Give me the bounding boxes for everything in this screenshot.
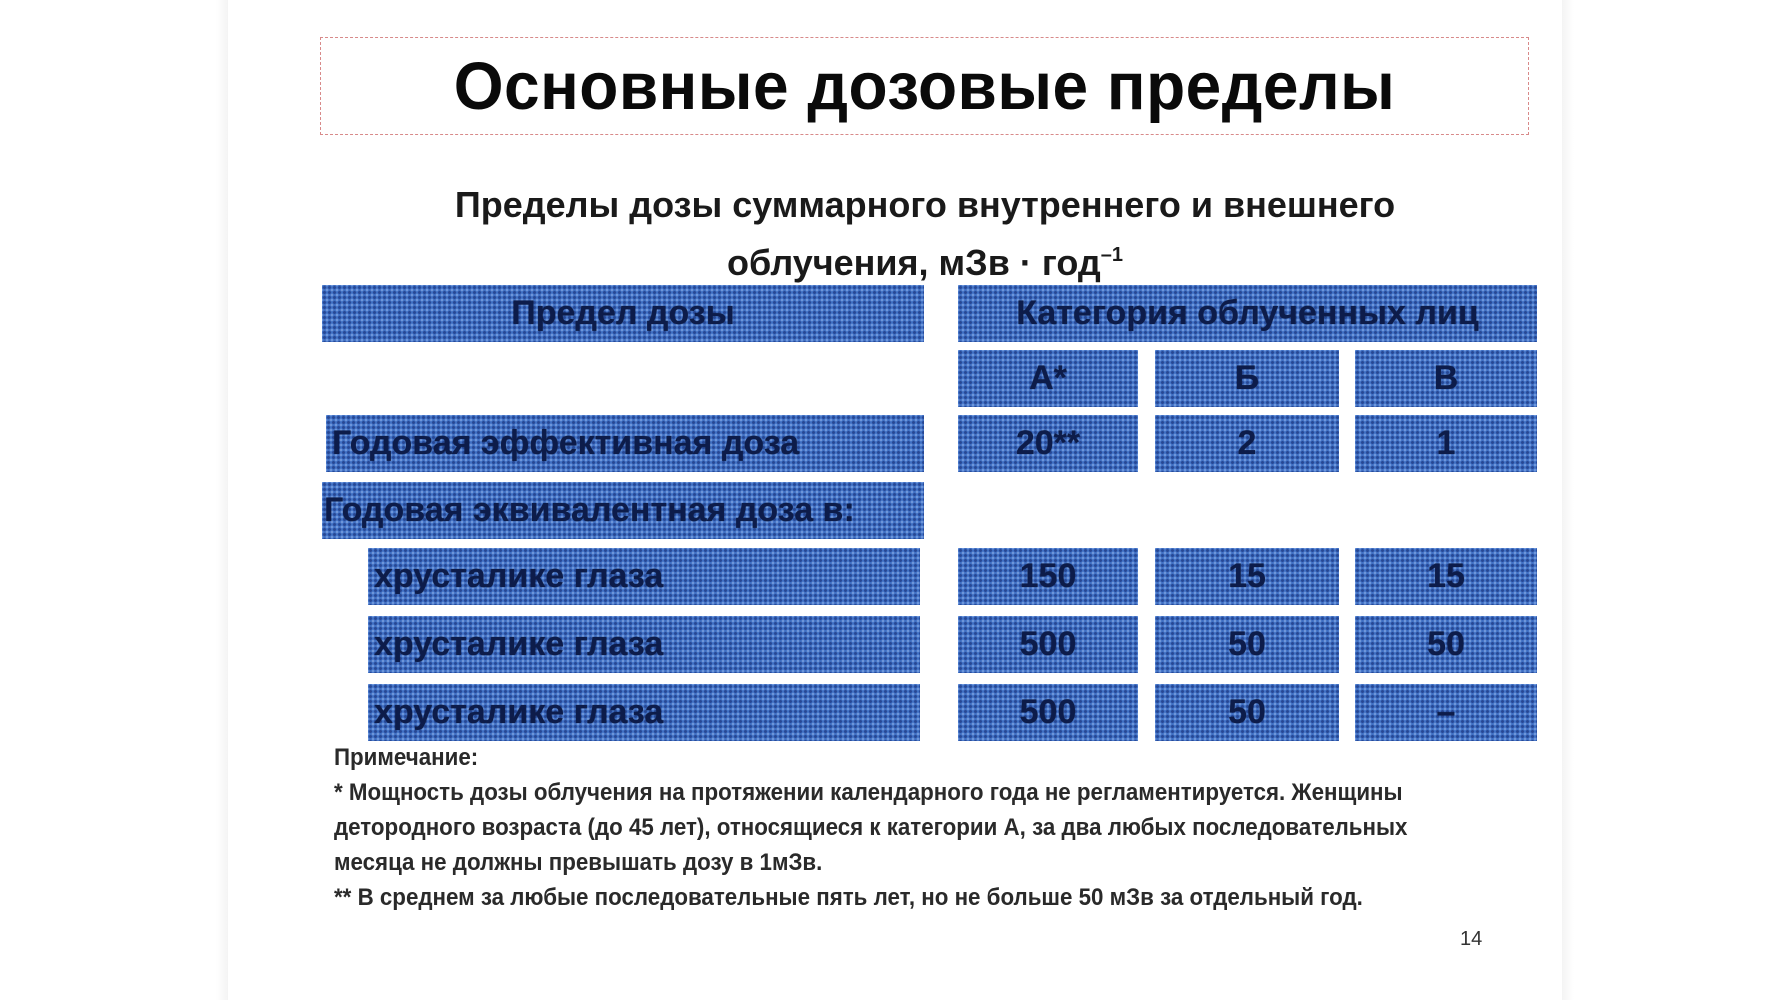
row-4-value-v: 50	[1355, 616, 1537, 673]
caption-superscript: –1	[1100, 244, 1123, 266]
row-3-value-v: 15	[1355, 548, 1537, 605]
category-a: А*	[958, 350, 1138, 407]
footnote-1: * Мощность дозы облучения на протяжении календарного года не регламентируется. Женщины детородного возраста (до 45 лет), относящиеся к категории А, за два любых последовательных месяца не должны превышать дозу в 1мЗв.	[334, 779, 1408, 876]
row-1-value-a: 20**	[958, 415, 1138, 472]
row-1-value-v: 1	[1355, 415, 1537, 472]
row-label-annual-effective: Годовая эффективная доза	[326, 415, 924, 472]
row-4-value-b: 50	[1155, 616, 1339, 673]
caption-line-2	[360, 230, 1490, 288]
row-3-value-a: 150	[958, 548, 1138, 605]
caption-line-1: Пределы дозы суммарного внутреннего и внешнего	[454, 184, 1396, 225]
row-4-value-a: 500	[958, 616, 1138, 673]
header-category: Категория облученных лиц	[958, 285, 1537, 342]
row-5-value-b: 50	[1155, 684, 1339, 741]
row-label-5: хрусталике глаза	[368, 684, 920, 741]
footnote-2: ** В среднем за любые последовательные пять лет, но не больше 50 мЗв за отдельный год.	[334, 884, 1363, 911]
footnotes	[334, 740, 1450, 915]
title-placeholder	[320, 37, 1529, 135]
row-label-4: хрусталике глаза	[368, 616, 920, 673]
row-3-value-b: 15	[1155, 548, 1339, 605]
category-v: В	[1355, 350, 1537, 407]
page-number: 14	[1460, 928, 1483, 950]
caption-line-2-text: облучения, мЗв · год	[727, 242, 1101, 283]
row-5-value-v: –	[1355, 684, 1537, 741]
category-b: Б	[1155, 350, 1339, 407]
row-label-annual-equivalent: Годовая эквивалентная доза в:	[322, 482, 924, 539]
slide-shadow-left	[216, 0, 228, 1000]
table-caption	[360, 180, 1490, 288]
notes-heading: Примечание:	[334, 744, 479, 771]
page-title: Основные дозовые пределы	[453, 48, 1396, 124]
slide-shadow-right	[1562, 0, 1574, 1000]
row-label-3: хрусталике глаза	[368, 548, 920, 605]
header-dose-limit: Предел дозы	[322, 285, 924, 342]
row-1-value-b: 2	[1155, 415, 1339, 472]
row-5-value-a: 500	[958, 684, 1138, 741]
